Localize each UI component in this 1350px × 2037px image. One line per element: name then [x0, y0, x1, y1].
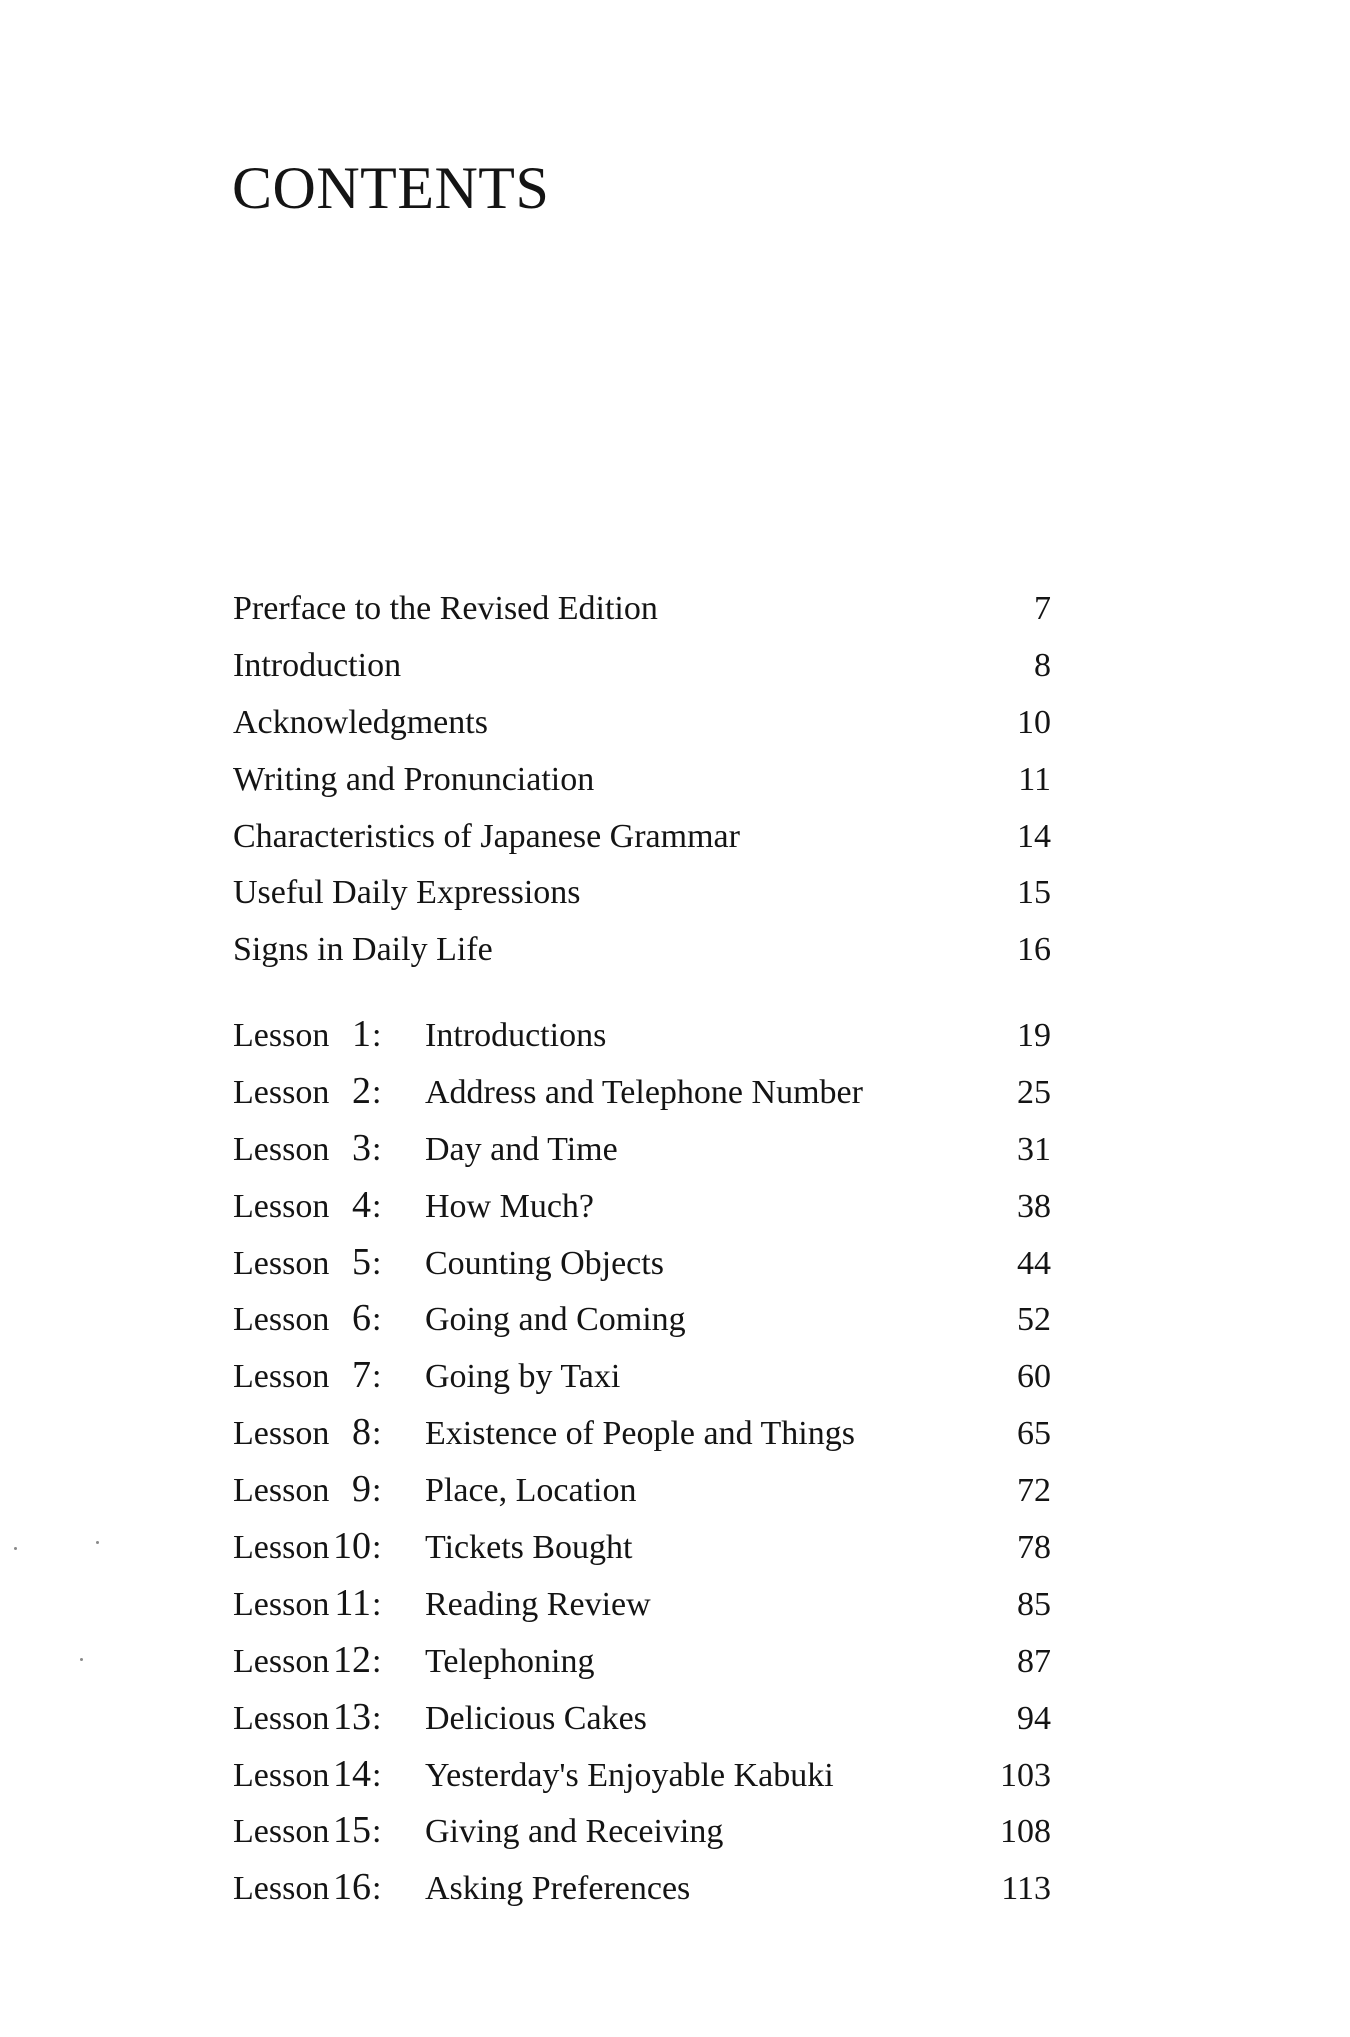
toc-entry-acknowledgments — [233, 695, 1051, 752]
toc-page-number: 85 — [1017, 1585, 1051, 1623]
toc-entry-grammar — [233, 809, 1051, 866]
lesson-number: 5 — [352, 1240, 371, 1283]
toc-page-number: 8 — [1034, 646, 1051, 684]
toc-page-number: 31 — [1017, 1130, 1051, 1168]
toc-entry-label: Characteristics of Japanese Grammar — [233, 817, 740, 855]
toc-page-number: 87 — [1017, 1642, 1051, 1680]
toc-page-number: 16 — [1017, 931, 1051, 969]
lesson-colon: : — [372, 1244, 382, 1282]
lesson-number: 10 — [333, 1525, 371, 1568]
toc-entry-label: Acknowledgments — [233, 703, 488, 741]
lesson-colon: : — [372, 1130, 382, 1168]
lesson-colon: : — [372, 1415, 382, 1453]
toc-entry-signs — [233, 922, 1051, 979]
lesson-entry-9 — [233, 1463, 1051, 1520]
toc-page-number: 25 — [1017, 1073, 1051, 1111]
lesson-title: Day and Time — [425, 1130, 618, 1168]
toc-page-number: 11 — [1018, 760, 1051, 798]
page-title: CONTENTS — [232, 155, 550, 221]
toc-page-number: 113 — [1001, 1870, 1051, 1908]
lesson-entry-2 — [233, 1065, 1051, 1122]
lesson-title: Telephoning — [425, 1642, 595, 1680]
lesson-entry-15 — [233, 1804, 1051, 1861]
scan-speck — [96, 1541, 99, 1544]
lesson-title: Delicious Cakes — [425, 1699, 647, 1737]
lesson-number: 12 — [333, 1638, 371, 1681]
lesson-number: 11 — [334, 1581, 371, 1624]
lesson-number: 4 — [352, 1183, 371, 1226]
lesson-word: Lesson — [233, 1699, 330, 1737]
lesson-word: Lesson — [233, 1870, 330, 1908]
lesson-colon: : — [372, 1756, 382, 1794]
toc-entry-preface — [233, 581, 1051, 638]
lesson-number: 15 — [333, 1809, 371, 1852]
lesson-number: 1 — [352, 1013, 371, 1055]
lesson-number: 2 — [352, 1069, 371, 1112]
lesson-word: Lesson — [233, 1073, 330, 1111]
toc-entry-label: Signs in Daily Life — [233, 931, 493, 969]
scan-speck — [80, 1658, 83, 1661]
lesson-title: Going by Taxi — [425, 1358, 621, 1396]
toc-page-number: 78 — [1017, 1529, 1051, 1567]
lesson-title: Place, Location — [425, 1472, 637, 1510]
scan-speck — [14, 1547, 17, 1550]
toc-entry-label: Prerface to the Revised Edition — [233, 590, 658, 627]
lesson-colon: : — [372, 1870, 382, 1908]
lesson-entry-1 — [233, 1008, 1051, 1065]
toc-page-number: 52 — [1017, 1301, 1051, 1339]
lesson-title: Asking Preferences — [425, 1870, 691, 1908]
lesson-colon: : — [372, 1699, 382, 1737]
toc-page-number: 108 — [1000, 1813, 1051, 1851]
lesson-word: Lesson — [233, 1756, 330, 1794]
lesson-number: 8 — [352, 1411, 371, 1454]
toc-page-number: 72 — [1017, 1472, 1051, 1510]
lesson-entry-14 — [233, 1748, 1051, 1805]
toc-page-number: 65 — [1017, 1415, 1051, 1453]
toc-page-number: 44 — [1017, 1244, 1051, 1282]
lesson-word: Lesson — [233, 1585, 330, 1623]
lesson-title: Reading Review — [425, 1585, 651, 1623]
lesson-colon: : — [372, 1073, 382, 1111]
lesson-entry-7 — [233, 1349, 1051, 1406]
lesson-list — [233, 1008, 1051, 1918]
lesson-colon: : — [372, 1017, 382, 1054]
toc-entry-label: Writing and Pronunciation — [233, 760, 595, 798]
lesson-colon: : — [372, 1301, 382, 1339]
lesson-entry-4 — [233, 1179, 1051, 1236]
lesson-number: 16 — [333, 1866, 371, 1909]
lesson-word: Lesson — [233, 1472, 330, 1510]
lesson-colon: : — [372, 1472, 382, 1510]
lesson-word: Lesson — [233, 1301, 330, 1339]
toc-page-number: 15 — [1017, 874, 1051, 912]
lesson-colon: : — [372, 1813, 382, 1851]
toc-entry-writing-pronunciation — [233, 752, 1051, 809]
lesson-title: Yesterday's Enjoyable Kabuki — [425, 1756, 834, 1794]
toc-entry-label: Introduction — [233, 646, 402, 684]
front-matter-list — [233, 581, 1051, 979]
lesson-entry-10 — [233, 1520, 1051, 1577]
lesson-title: Existence of People and Things — [425, 1415, 855, 1453]
lesson-word: Lesson — [233, 1244, 330, 1282]
lesson-number: 13 — [333, 1695, 371, 1738]
toc-page-number: 7 — [1034, 590, 1051, 627]
lesson-colon: : — [372, 1642, 382, 1680]
lesson-title: How Much? — [425, 1187, 595, 1225]
lesson-entry-5 — [233, 1236, 1051, 1293]
toc-page-number: 14 — [1017, 817, 1051, 855]
lesson-word: Lesson — [233, 1130, 330, 1168]
lesson-title: Counting Objects — [425, 1244, 664, 1282]
lesson-entry-12 — [233, 1634, 1051, 1691]
toc-entry-expressions — [233, 865, 1051, 922]
lesson-title: Introductions — [425, 1017, 607, 1054]
lesson-entry-3 — [233, 1122, 1051, 1179]
lesson-title: Tickets Bought — [425, 1529, 633, 1567]
lesson-colon: : — [372, 1358, 382, 1396]
lesson-entry-8 — [233, 1406, 1051, 1463]
lesson-number: 9 — [352, 1468, 371, 1511]
toc-page-number: 103 — [1000, 1756, 1051, 1794]
lesson-colon: : — [372, 1529, 382, 1567]
lesson-title: Address and Telephone Number — [425, 1073, 863, 1111]
lesson-entry-16 — [233, 1861, 1051, 1918]
lesson-number: 7 — [352, 1354, 371, 1397]
lesson-word: Lesson — [233, 1813, 330, 1851]
lesson-entry-13 — [233, 1691, 1051, 1748]
toc-page-number: 38 — [1017, 1187, 1051, 1225]
toc-entry-introduction — [233, 638, 1051, 695]
lesson-title: Giving and Receiving — [425, 1813, 724, 1851]
lesson-word: Lesson — [233, 1415, 330, 1453]
lesson-word: Lesson — [233, 1642, 330, 1680]
lesson-colon: : — [372, 1585, 382, 1623]
lesson-title: Going and Coming — [425, 1301, 686, 1339]
lesson-number: 3 — [352, 1126, 371, 1169]
lesson-word: Lesson — [233, 1017, 330, 1054]
lesson-number: 6 — [352, 1297, 371, 1340]
lesson-number: 14 — [333, 1752, 371, 1795]
lesson-word: Lesson — [233, 1529, 330, 1567]
lesson-entry-6 — [233, 1292, 1051, 1349]
lesson-word: Lesson — [233, 1187, 330, 1225]
toc-page-number: 60 — [1017, 1358, 1051, 1396]
lesson-entry-11 — [233, 1577, 1051, 1634]
toc-page-number: 19 — [1017, 1017, 1051, 1054]
toc-page-number: 94 — [1017, 1699, 1051, 1737]
lesson-word: Lesson — [233, 1358, 330, 1396]
lesson-colon: : — [372, 1187, 382, 1225]
toc-entry-label: Useful Daily Expressions — [233, 874, 581, 912]
toc-page-number: 10 — [1017, 703, 1051, 741]
